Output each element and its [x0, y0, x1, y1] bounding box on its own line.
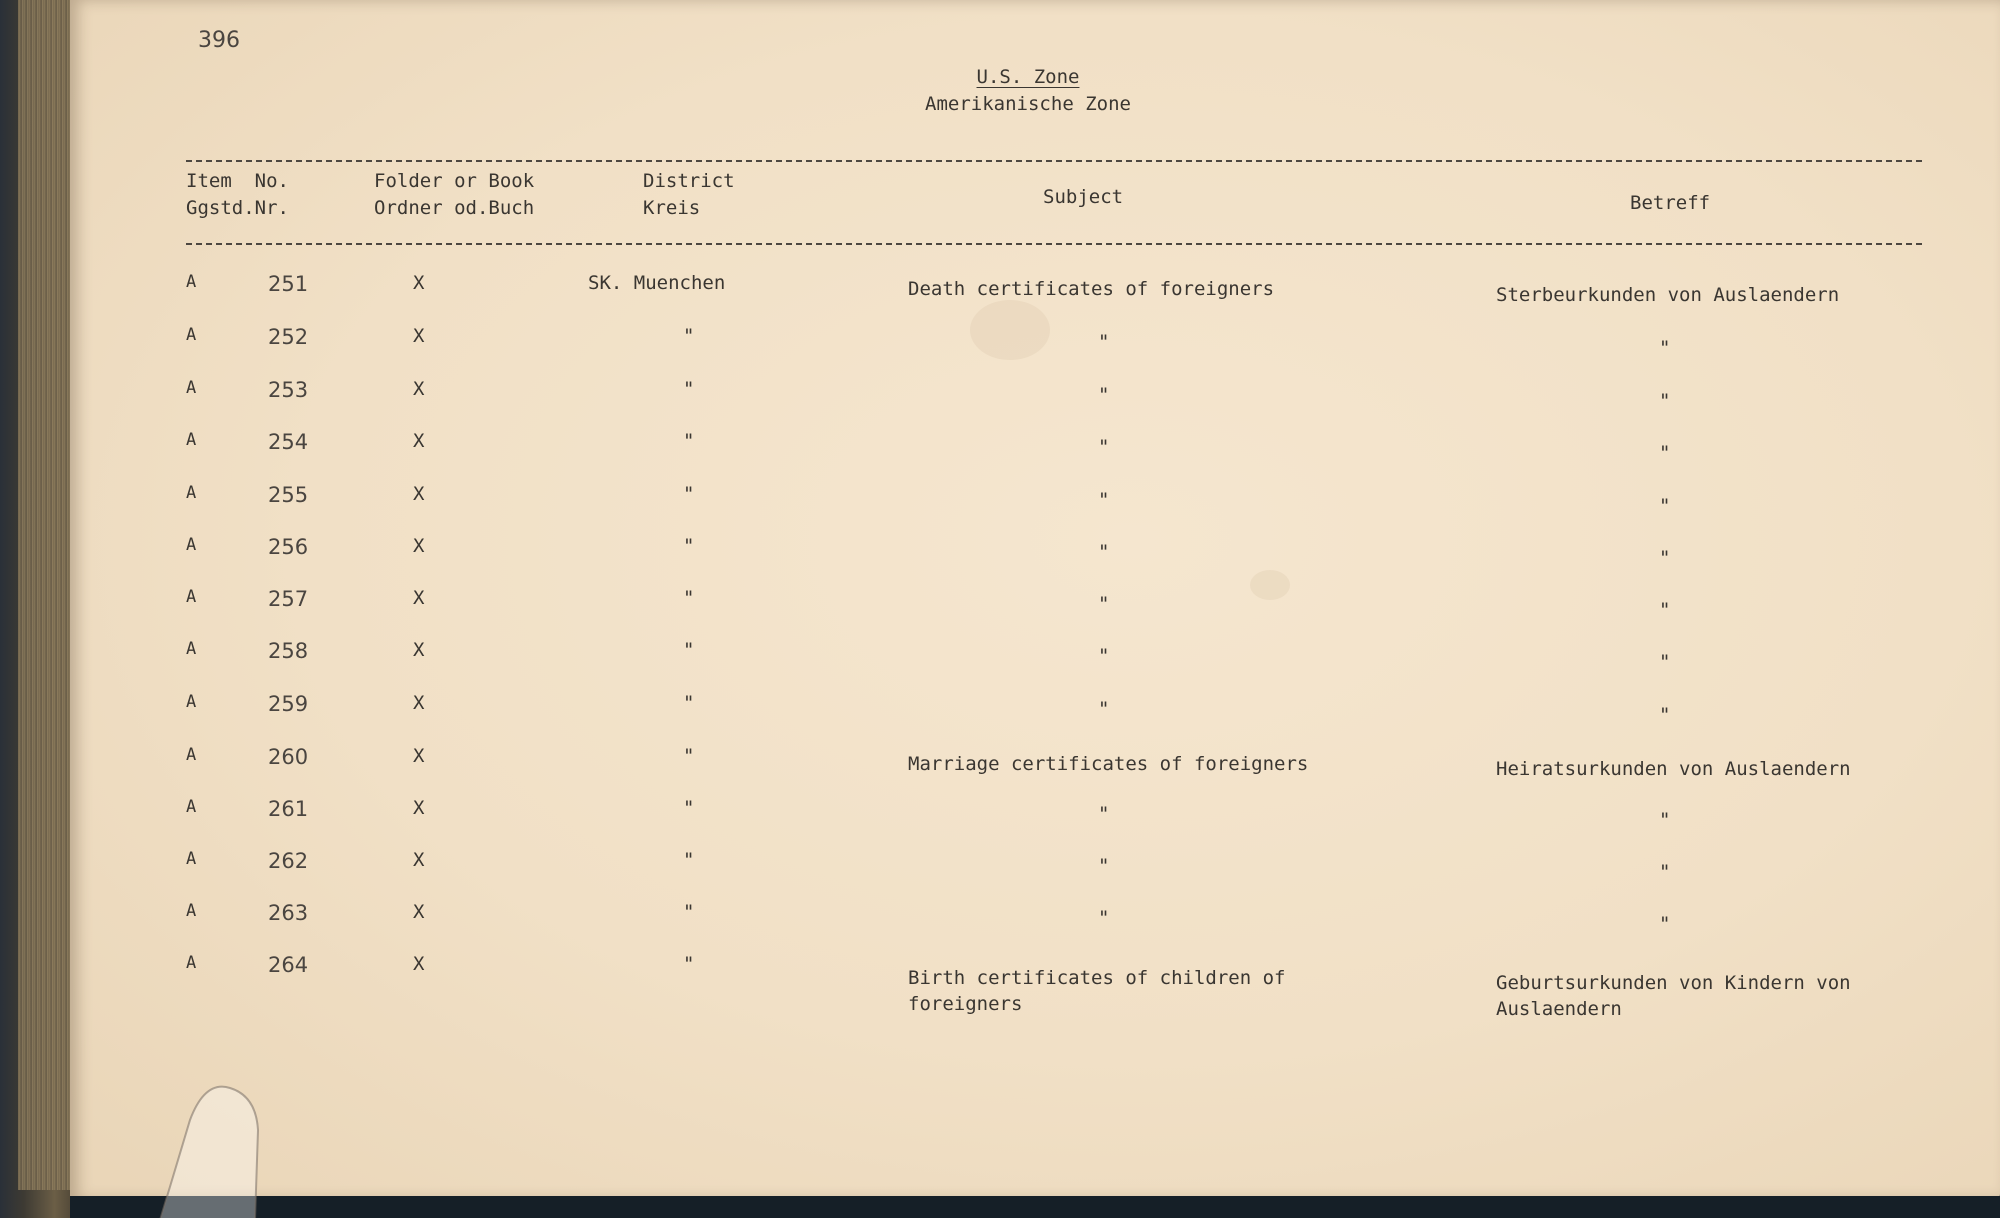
cell-number: 261	[268, 797, 309, 821]
cell-subject: Death certificates of foreigners	[908, 278, 1275, 300]
header-folder-de: Ordner od.Buch	[374, 197, 535, 219]
table-row	[0, 587, 2000, 627]
cell-district: "	[683, 849, 695, 871]
cell-folder: X	[413, 692, 425, 714]
cell-district: SK. Muenchen	[588, 272, 726, 294]
header-district-de: Kreis	[643, 197, 701, 219]
cell-district: "	[683, 587, 695, 609]
cell-item: A	[186, 692, 197, 712]
page-shadow	[70, 1196, 2000, 1218]
cell-subject: "	[1098, 331, 1110, 353]
cell-number: 262	[268, 849, 309, 873]
header-folder-en: Folder or Book	[374, 170, 535, 192]
cell-folder: X	[413, 953, 425, 975]
page-number: 396	[198, 28, 240, 53]
cell-betreff: "	[1659, 547, 1671, 569]
cell-district: "	[683, 692, 695, 714]
cell-folder: X	[413, 325, 425, 347]
table-row	[0, 797, 2000, 837]
cell-betreff: "	[1659, 913, 1671, 935]
table-row	[0, 325, 2000, 365]
cell-number: 259	[268, 692, 309, 716]
cell-betreff: "	[1659, 442, 1671, 464]
cell-number: 258	[268, 639, 309, 663]
table-row	[0, 901, 2000, 941]
cell-district: "	[683, 745, 695, 767]
table-row	[0, 692, 2000, 732]
cell-betreff: "	[1659, 495, 1671, 517]
cell-district: "	[683, 639, 695, 661]
page-clip-shadow	[150, 1060, 270, 1218]
cell-district: "	[683, 535, 695, 557]
table-row	[0, 953, 2000, 1020]
cell-number: 252	[268, 325, 309, 349]
table-row	[0, 430, 2000, 470]
cell-folder: X	[413, 849, 425, 871]
header-item-en: Item	[186, 170, 232, 192]
cell-number: 255	[268, 483, 309, 507]
cell-item: A	[186, 430, 197, 450]
cell-betreff: "	[1659, 651, 1671, 673]
header-district-en: District	[643, 170, 735, 192]
table-row	[0, 849, 2000, 889]
cell-subject: "	[1098, 803, 1110, 825]
cell-subject: "	[1098, 436, 1110, 458]
cell-folder: X	[413, 745, 425, 767]
table-row	[0, 272, 2000, 312]
cell-folder: X	[413, 587, 425, 609]
cell-folder: X	[413, 483, 425, 505]
cell-item: A	[186, 849, 197, 869]
zone-title-us	[0, 66, 2000, 88]
cell-betreff: "	[1659, 337, 1671, 359]
cell-item: A	[186, 745, 197, 765]
cell-subject: "	[1098, 855, 1110, 877]
table-row	[0, 378, 2000, 418]
cell-district: "	[683, 430, 695, 452]
header-no-en: No.	[254, 170, 289, 192]
header-item-de: Ggstd.	[186, 197, 255, 219]
cell-item: A	[186, 587, 197, 607]
cell-district: "	[683, 325, 695, 347]
cell-item: A	[186, 535, 197, 555]
cell-subject: "	[1098, 698, 1110, 720]
cell-betreff: "	[1659, 390, 1671, 412]
cell-number: 256	[268, 535, 309, 559]
zone-title-us-text: U.S. Zone	[976, 66, 1080, 88]
header-subject: Subject	[1043, 186, 1124, 208]
cell-subject: "	[1098, 384, 1110, 406]
cell-item: A	[186, 325, 197, 345]
header-item-no	[186, 168, 289, 222]
cell-number: 260	[268, 745, 309, 769]
cell-betreff: "	[1659, 599, 1671, 621]
cell-number: 251	[268, 272, 309, 296]
cell-number: 253	[268, 378, 309, 402]
header-betreff: Betreff	[1630, 192, 1711, 214]
table-row	[0, 483, 2000, 523]
cell-item: A	[186, 953, 197, 973]
cell-folder: X	[413, 272, 425, 294]
cell-folder: X	[413, 639, 425, 661]
cell-district: "	[683, 797, 695, 819]
cell-folder: X	[413, 901, 425, 923]
cell-item: A	[186, 483, 197, 503]
cell-subject: "	[1098, 489, 1110, 511]
header-top-rule	[186, 160, 1922, 162]
cell-folder: X	[413, 797, 425, 819]
cell-number: 257	[268, 587, 309, 611]
cell-betreff: "	[1659, 809, 1671, 831]
cell-item: A	[186, 378, 197, 398]
header-folder	[374, 168, 534, 222]
cell-item: A	[186, 797, 197, 817]
cell-subject: "	[1098, 593, 1110, 615]
cell-betreff: Heiratsurkunden von Auslaendern	[1496, 758, 1851, 780]
cell-district: "	[683, 483, 695, 505]
cell-subject: Marriage certificates of foreigners	[908, 753, 1309, 775]
cell-subject: "	[1098, 541, 1110, 563]
cell-subject: Birth certificates of children of foreigners	[908, 967, 1286, 1015]
cell-item: A	[186, 901, 197, 921]
header-bottom-rule	[186, 243, 1922, 245]
cell-betreff: Geburtsurkunden von Kindern von Auslaendern	[1496, 972, 1851, 1020]
cell-number: 254	[268, 430, 309, 454]
cell-betreff: "	[1659, 861, 1671, 883]
cell-district: "	[683, 378, 695, 400]
cell-folder: X	[413, 430, 425, 452]
cell-number: 263	[268, 901, 309, 925]
cell-subject: "	[1098, 645, 1110, 667]
zone-title-de: Amerikanische Zone	[925, 93, 1131, 115]
cell-subject: "	[1098, 907, 1110, 929]
cell-district: "	[683, 901, 695, 923]
cell-item: A	[186, 639, 197, 659]
cell-betreff: Sterbeurkunden von Auslaendern	[1496, 284, 1840, 306]
header-district	[643, 168, 735, 222]
cell-number: 264	[268, 953, 309, 977]
table-row	[0, 535, 2000, 575]
cell-item: A	[186, 272, 197, 292]
cell-folder: X	[413, 535, 425, 557]
cell-betreff: "	[1659, 704, 1671, 726]
table-row	[0, 745, 2000, 785]
table-row	[0, 639, 2000, 679]
header-no-de: Nr.	[254, 197, 289, 219]
cell-district: "	[683, 953, 695, 975]
cell-folder: X	[413, 378, 425, 400]
